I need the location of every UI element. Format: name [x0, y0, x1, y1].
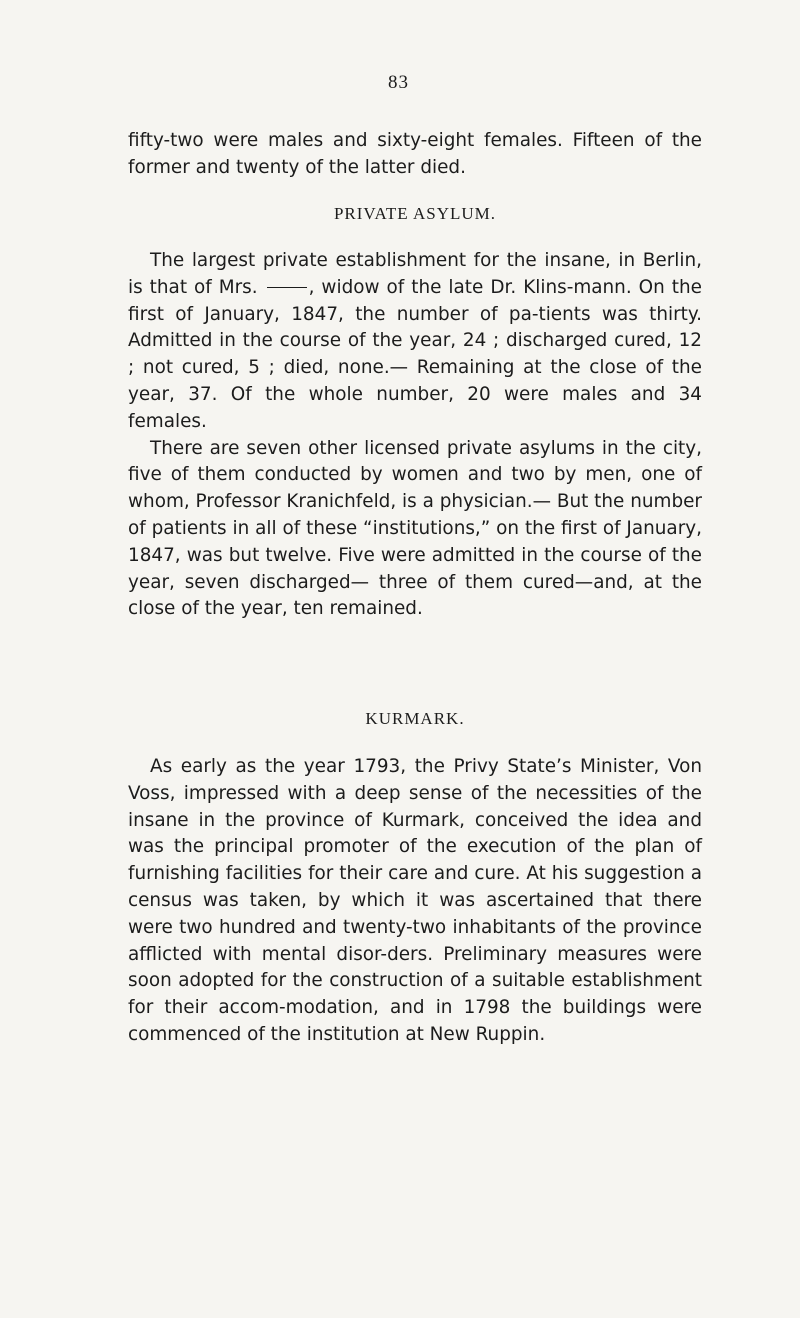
heading-kurmark: KURMARK.: [365, 709, 465, 728]
kurmark-paragraph: As early as the year 1793, the Privy State’s Minister, Von Voss, impressed with a deep sense of the necessities of the insane in the province of Kurmark, conceived the idea and was the principal promoter of the execution of the plan of furnishing facilities for their care and cure. At his suggestion a census was taken, by which it was ascertained that there were two hundred and twenty-two inhabitants of the province afflicted with mental disor-ders. Preliminary measures were soon adopted for the construction of a suitable establishment for their accom-modation, and in 1798 the buildings were commenced of the institution at New Ruppin.: [128, 756, 702, 1045]
page-number: 83: [388, 72, 409, 93]
private-asylum-paragraph-1-end: , widow of the late Dr. Klins-mann. On the first of January, 1847, the number of pa-tients was thirty. Admitted in the course of the year, 24 ; discharged cured, 12 ; not cured, 5 ; died, none.— Remaining at the close of the year, 37. Of the whole number, 20 were males and 34 females.: [128, 276, 702, 432]
intro-text: fifty-two were males and sixty-eight females. Fifteen of the former and twenty of the latter died.: [128, 130, 702, 178]
private-asylum-section: [128, 248, 702, 623]
intro-paragraph: [128, 128, 702, 182]
private-asylum-paragraph-1-start: The largest private establishment for the insane, in Berlin, is that of Mrs.: [128, 250, 702, 298]
private-asylum-paragraph-2: There are seven other licensed private asylums in the city, five of them conducted by women and two by men, one of whom, Professor Kranichfeld, is a physician.— But the number of patients in all of these “institutions,” on the first of January, 1847, was but twelve. Five were admitted in the course of the year, seven discharged— three of them cured—and, at the close of the year, ten remained.: [128, 437, 702, 620]
name-omission-dash: [267, 287, 307, 288]
kurmark-section: [128, 754, 702, 1049]
private-asylum-paragraph-1: [128, 248, 702, 436]
heading-private-asylum: PRIVATE ASYLUM.: [333, 204, 497, 223]
